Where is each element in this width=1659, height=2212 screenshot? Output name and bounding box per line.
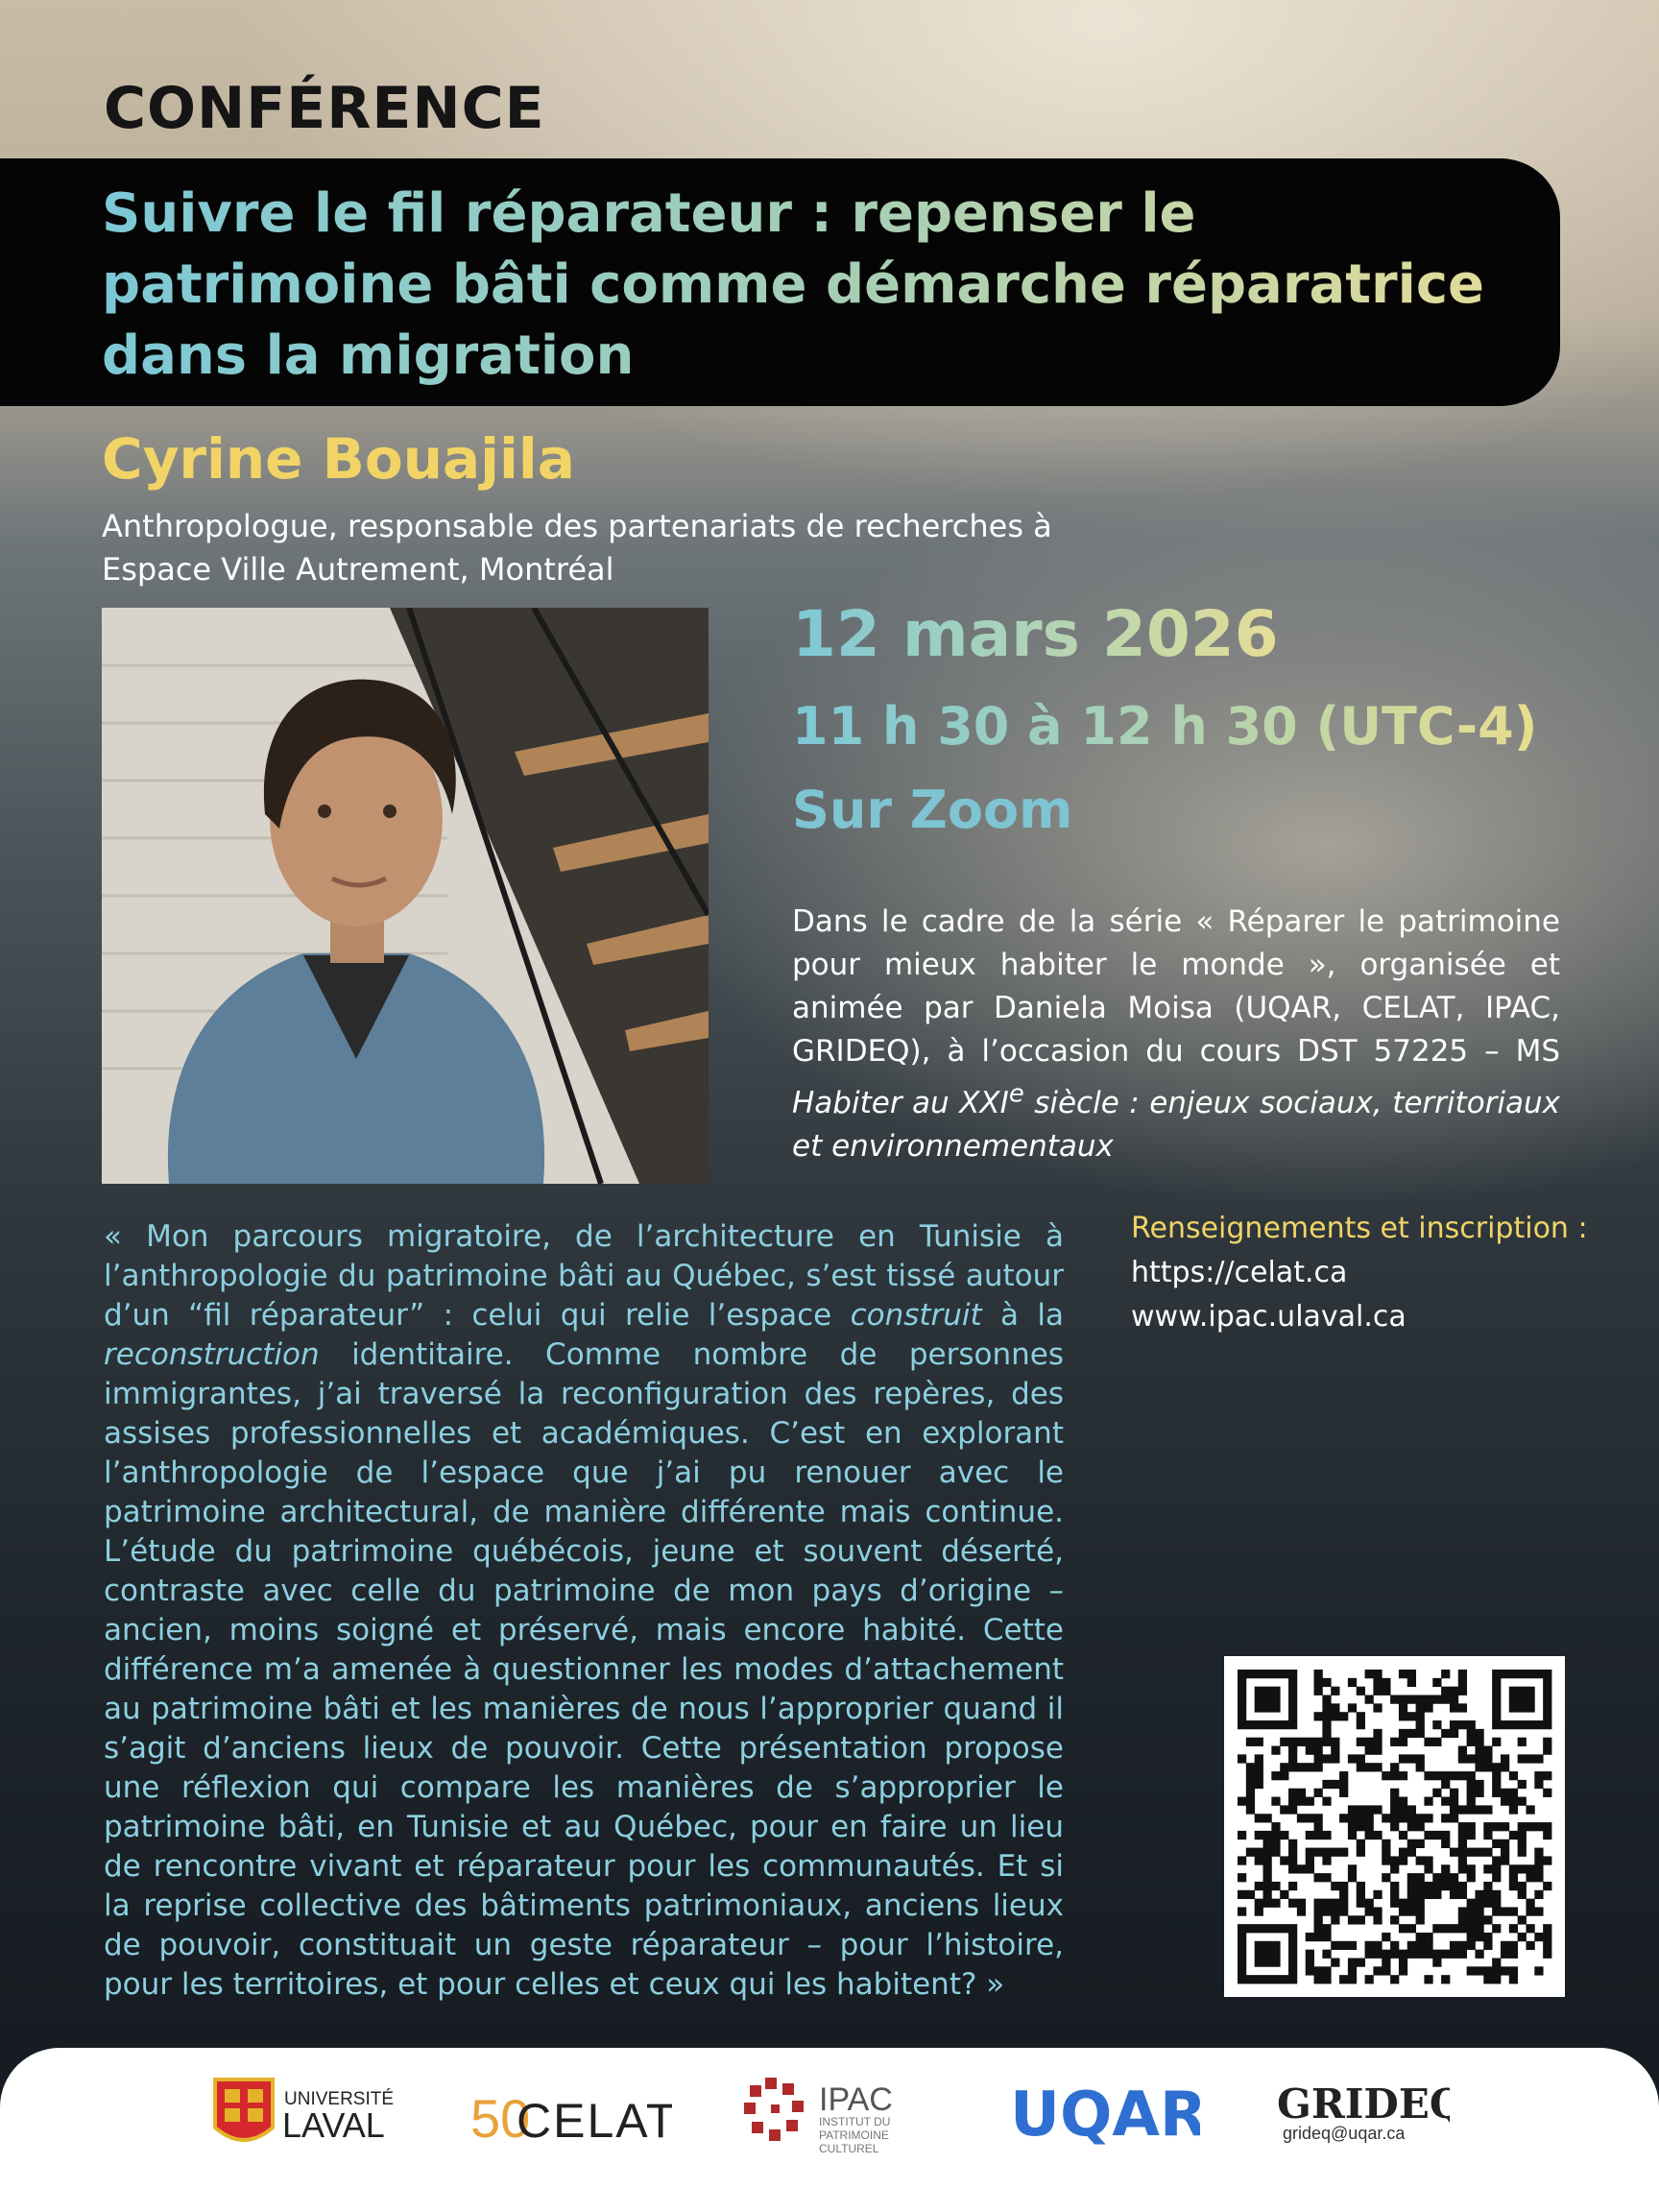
svg-text:GRIDEQ: GRIDEQ	[1277, 2080, 1450, 2128]
event-date: 12 mars 2026	[792, 597, 1279, 671]
speaker-photo	[102, 608, 709, 1184]
svg-text:CULTUREL: CULTUREL	[819, 2142, 879, 2155]
speaker-role: Anthropologue, responsable des partenariats de recherches à Espace Ville Autrement, Montréal	[102, 508, 1052, 588]
speaker-quote: « Mon parcours migratoire, de l’architecture en Tunisie à l’anthropologie du patrimoine bâti au Québec, s’est tissé autour d’un “fil réparateur” : celui qui relie l’espace construit à la reconstruction identitaire. Comme nombre de personnes immigrantes, j’ai traversé la reconfiguration des repères, des assises professionnelles et académiques. C’est en explorant l’anthropologie de l’espace que j’ai pu renouer avec le patrimoine architectural, de manière différente mais continue. L’étude du patrimoine québécois, jeune et souvent déserté, contraste avec celle du patrimoine de mon pays d’origine – ancien, moins soigné et préservé, mais encore habité. Cette différence m’a amenée à questionner les modes d’attachement au patrimoine bâti et les manières de nous l’approprier quand il s’agit d’anciens lieux de pouvoir. Cette présentation propose une réflexion qui compare les manières de s’approprier le patrimoine bâti, en Tunisie et au Québec, pour en faire un lieu de rencontre vivant et réparateur pour les communautés. Et si la reprise collective des bâtiments patrimoniaux, anciens lieux de pouvoir, constituait un geste réparateur – pour l’histoire, pour les territoires, et pour celles et ceux qui les habitent? »	[104, 1219, 1064, 2002]
speaker-name: Cyrine Bouajila	[102, 426, 575, 492]
course-title: Habiter au XXIe siècle : enjeux sociaux, territoriaux et environnementaux	[792, 1080, 1561, 1165]
svg-text:50: 50	[470, 2088, 531, 2149]
link-celat[interactable]: https://celat.ca	[1131, 1256, 1348, 1289]
svg-text:IPAC: IPAC	[819, 2081, 893, 2118]
link-ipac[interactable]: www.ipac.ulaval.ca	[1131, 1300, 1407, 1334]
svg-text:UQAR: UQAR	[1010, 2080, 1200, 2151]
registration-label: Renseignements et inscription :	[1131, 1212, 1588, 1245]
series-text: Dans le cadre de la série « Réparer le patrimoine pour mieux habiter le monde », organisée et animée par Daniela Moisa (UQAR, CELAT, IPAC, GRIDEQ), à l’occasion du cours DST 57225 – MS	[792, 904, 1560, 1069]
speaker-portrait-illustration	[102, 608, 709, 1184]
series-description	[792, 901, 1560, 1168]
quote-emphasis-reconstruction: reconstruction	[104, 1337, 320, 1372]
logo-grideq	[1277, 2076, 1450, 2152]
event-location: Sur Zoom	[792, 780, 1073, 840]
logo-uqar	[1008, 2072, 1200, 2154]
svg-text:PATRIMOINE: PATRIMOINE	[819, 2128, 889, 2142]
logo-ipac	[744, 2074, 917, 2160]
svg-text:UNIVERSITÉ: UNIVERSITÉ	[284, 2089, 394, 2109]
svg-text:grideq@uqar.ca: grideq@uqar.ca	[1283, 2124, 1406, 2143]
conference-title: Suivre le fil réparateur : repenser le patrimoine bâti comme démarche réparatrice dans la migration	[102, 179, 1542, 392]
event-type-label: CONFÉRENCE	[104, 75, 545, 142]
qr-code-pattern	[1224, 1656, 1565, 1997]
logo-celat	[470, 2078, 672, 2154]
course-title-superscript: e	[1008, 1080, 1024, 1109]
svg-text:INSTITUT DU: INSTITUT DU	[819, 2115, 891, 2128]
svg-text:LAVAL: LAVAL	[282, 2105, 385, 2145]
quote-emphasis-construit: construit	[850, 1298, 982, 1333]
registration-qr-code[interactable]	[1224, 1656, 1565, 1997]
svg-text:CELAT: CELAT	[517, 2094, 672, 2148]
event-time: 11 h 30 à 12 h 30 (UTC-4)	[792, 696, 1538, 757]
logo-universite-laval	[211, 2072, 394, 2154]
